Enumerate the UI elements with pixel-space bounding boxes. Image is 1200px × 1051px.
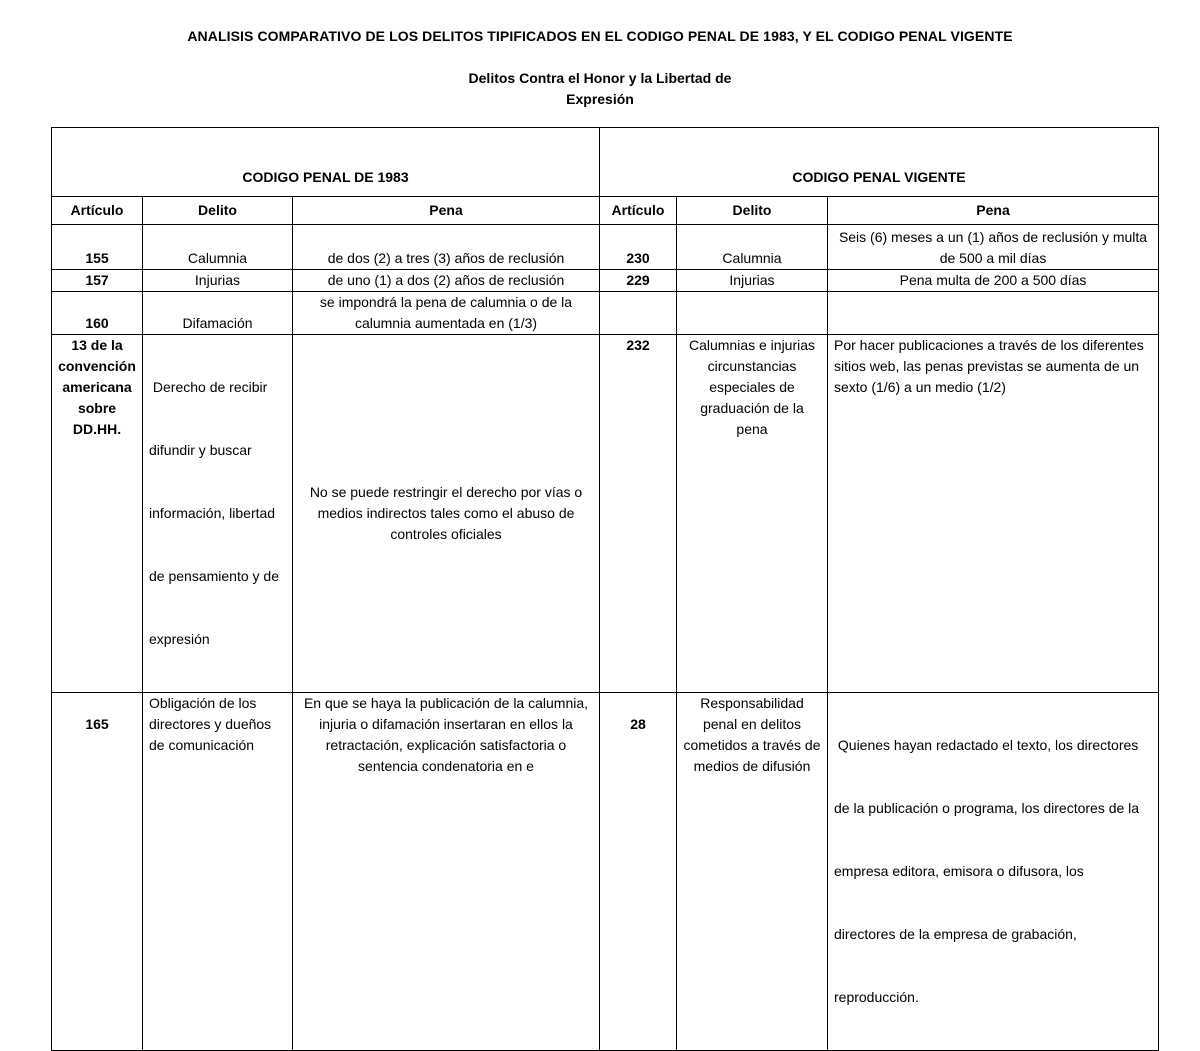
penalty-line: se impondrá la pena de calumnia o de la: [319, 294, 573, 310]
article-cell: 232: [600, 335, 677, 693]
comparison-table: [51, 127, 1159, 1051]
table-row: [52, 292, 1159, 335]
article-line: 13 de la: [71, 337, 123, 353]
crime-line: medios de difusión: [693, 758, 811, 774]
penalty-line: injuria o difamación insertaran en ellos la: [319, 716, 573, 732]
article-cell: 160: [52, 292, 143, 335]
penalty-cell: [293, 335, 600, 693]
crime-line: especiales de: [709, 379, 795, 395]
column-header-pena: Pena: [828, 197, 1159, 225]
penalty-cell: [293, 292, 600, 335]
crime-line: penal en delitos: [702, 716, 802, 732]
column-header-row: [52, 197, 1159, 225]
crime-line: Derecho de recibir: [149, 379, 268, 395]
penalty-cell: [828, 335, 1159, 693]
article-line: DD.HH.: [72, 421, 122, 437]
table-row: [52, 693, 1159, 1051]
article-cell: 165: [52, 693, 143, 1051]
crime-line: Obligación de los: [149, 695, 257, 711]
penalty-cell: [293, 693, 600, 1051]
subtitle-line: Delitos Contra el Honor y la Libertad de: [468, 70, 732, 86]
penalty-line: calumnia aumentada en (1/3): [354, 315, 538, 331]
penalty-cell: [828, 693, 1159, 1051]
penalty-cell: de dos (2) a tres (3) años de reclusión: [293, 225, 600, 270]
crime-line: graduación de la pena: [700, 400, 804, 437]
penalty-line: En que se haya la publicación de la calumnia,: [303, 695, 589, 711]
penalty-line: empresa editora, emisora o difusora, los: [834, 863, 1084, 879]
crime-cell: Injurias: [143, 270, 293, 292]
penalty-line: sexto (1/6) a un medio (1/2): [834, 379, 1006, 395]
penalty-line: No se puede restringir el derecho por vías o: [309, 484, 583, 500]
column-header-delito: Delito: [143, 197, 293, 225]
crime-line: difundir y buscar: [149, 442, 252, 458]
penalty-line: de 500 a mil días: [939, 250, 1047, 266]
table-row: [52, 270, 1159, 292]
section-header-row: [52, 128, 1159, 197]
document-subtitle: [0, 68, 1200, 110]
crime-cell: [143, 693, 293, 1051]
penalty-line: sentencia condenatoria en e: [358, 758, 534, 774]
penalty-line: Seis (6) meses a un (1) años de reclusión y multa: [838, 229, 1148, 245]
article-cell: [600, 292, 677, 335]
crime-line: circunstancias: [707, 358, 797, 374]
article-cell: [52, 335, 143, 693]
crime-line: información, libertad: [149, 505, 276, 521]
crime-cell: Calumnia: [677, 225, 828, 270]
crime-cell: Injurias: [677, 270, 828, 292]
article-cell: 230: [600, 225, 677, 270]
crime-cell: Calumnia: [143, 225, 293, 270]
section-header-vigente: CODIGO PENAL VIGENTE: [600, 128, 1159, 197]
crime-line: Calumnias e injurias: [688, 337, 816, 353]
crime-cell: [677, 292, 828, 335]
crime-cell: Difamación: [143, 292, 293, 335]
article-line: americana: [62, 379, 132, 395]
penalty-cell: de uno (1) a dos (2) años de reclusión: [293, 270, 600, 292]
penalty-line: controles oficiales: [390, 526, 502, 542]
subtitle-line: Expresión: [566, 91, 634, 107]
article-line: sobre: [77, 400, 117, 416]
penalty-line: directores de la empresa de grabación,: [834, 926, 1077, 942]
crime-line: expresión: [149, 631, 210, 647]
penalty-line: Por hacer publicaciones a través de los diferentes: [834, 337, 1144, 353]
column-header-articulo: Artículo: [52, 197, 143, 225]
column-header-delito: Delito: [677, 197, 828, 225]
article-cell: 157: [52, 270, 143, 292]
crime-line: directores y dueños: [149, 716, 272, 732]
table-row: [52, 335, 1159, 693]
section-header-1983: CODIGO PENAL DE 1983: [52, 128, 600, 197]
penalty-line: Quienes hayan redactado el texto, los directores: [834, 737, 1139, 753]
penalty-cell: Pena multa de 200 a 500 días: [828, 270, 1159, 292]
article-cell: 28: [600, 693, 677, 1051]
penalty-line: medios indirectos tales como el abuso de: [317, 505, 575, 521]
column-header-pena: Pena: [293, 197, 600, 225]
column-header-articulo: Artículo: [600, 197, 677, 225]
crime-cell: [677, 335, 828, 693]
penalty-cell: [828, 292, 1159, 335]
crime-line: Responsabilidad: [700, 695, 804, 711]
penalty-cell: [828, 225, 1159, 270]
crime-line: cometidos a través de: [683, 737, 821, 753]
penalty-line: retractación, explicación satisfactoria o: [325, 737, 567, 753]
article-cell: 229: [600, 270, 677, 292]
crime-cell: [677, 693, 828, 1051]
crime-line: de pensamiento y de: [149, 568, 279, 584]
document-title: ANALISIS COMPARATIVO DE LOS DELITOS TIPIFICADOS EN EL CODIGO PENAL DE 1983, Y EL CODIGO PENAL VIGENTE: [187, 28, 1013, 44]
penalty-line: reproducción.: [834, 989, 919, 1005]
penalty-line: sitios web, las penas previstas se aumenta de un: [834, 358, 1140, 374]
crime-cell: [143, 335, 293, 693]
table-row: [52, 225, 1159, 270]
article-cell: 155: [52, 225, 143, 270]
crime-line: de comunicación: [149, 737, 255, 753]
article-line: convención: [58, 358, 136, 374]
penalty-line: de la publicación o programa, los directores de la: [834, 800, 1140, 816]
